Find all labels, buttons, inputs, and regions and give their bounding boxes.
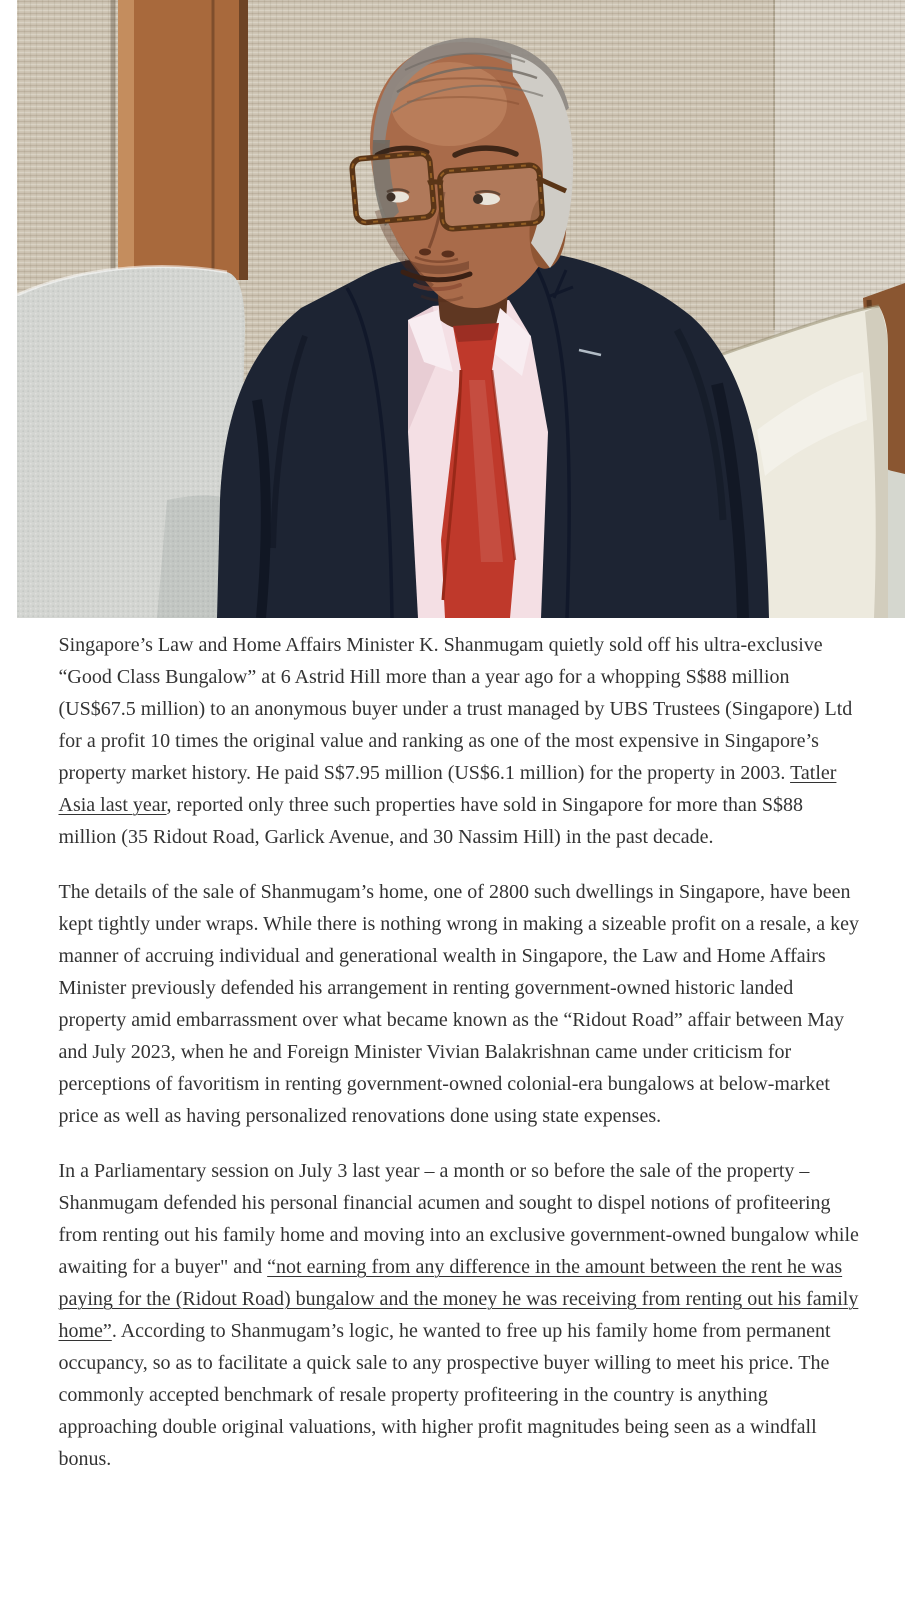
inline-link[interactable]: Tatler Asia last year [58, 762, 837, 816]
article-paragraph-3 [59, 1155, 865, 1475]
inline-link[interactable]: “not earning from any difference in the amount between the rent he was paying for the (Ridout Road) bungalow and the money he was receiving from renting out his family home” [58, 1256, 859, 1342]
text-segment: Singapore’s Law and Home Affairs Minister K. Shanmugam quietly sold off his ultra-exclusive “Good Class Bungalow” at 6 Astrid Hill more than a year ago for a whopping S$88 million (US$67.5 million) to an anonymous buyer under a trust managed by UBS Trustees (Singapore) Ltd for a profit 10 times the original value and ranking as one of the most expensive in Singapore’s property market history. He paid S$7.95 million (US$6.1 million) for the property in 2003. [58, 634, 853, 784]
article-paragraph-1 [59, 629, 865, 853]
photo-illustration [17, 0, 905, 618]
text-segment: . According to Shanmugam’s logic, he wanted to free up his family home from permanent occupancy, so as to facilitate a quick sale to any prospective buyer willing to meet his price. The commonly accepted benchmark of resale property profiteering in the country is anything approaching double original valuations, with higher profit magnitudes being seen as a windfall bonus. [58, 1320, 831, 1470]
article-paragraph-2 [59, 876, 865, 1132]
article-photo [0, 0, 923, 618]
article-body [59, 629, 865, 1475]
text-segment: , reported only three such properties have sold in Singapore for more than S$88 million (35 Ridout Road, Garlick Avenue, and 30 Nassim Hill) in the past decade. [58, 794, 804, 848]
wooden-post [113, 0, 248, 280]
sofa-backrest [17, 267, 245, 618]
text-segment: The details of the sale of Shanmugam’s home, one of 2800 such dwellings in Singapore, have been kept tightly under wraps. While there is nothing wrong in making a sizeable profit on a resale, a key manner of accruing individual and generational wealth in Singapore, the Law and Home Affairs Minister previously defended his arrangement in renting government-owned historic landed property amid embarrassment over what became known as the “Ridout Road” affair between May and July 2023, when he and Foreign Minister Vivian Balakrishnan came under criticism for perceptions of favoritism in renting government-owned colonial-era bungalows at below-market price as well as having personalized renovations done using state expenses. [58, 881, 860, 1127]
text-segment: In a Parliamentary session on July 3 last year – a month or so before the sale of the property – Shanmugam defended his personal financial acumen and sought to dispel notions of profiteering from renting out his family home and moving into an exclusive government-owned bungalow while awaiting for a buyer" and [58, 1160, 859, 1278]
